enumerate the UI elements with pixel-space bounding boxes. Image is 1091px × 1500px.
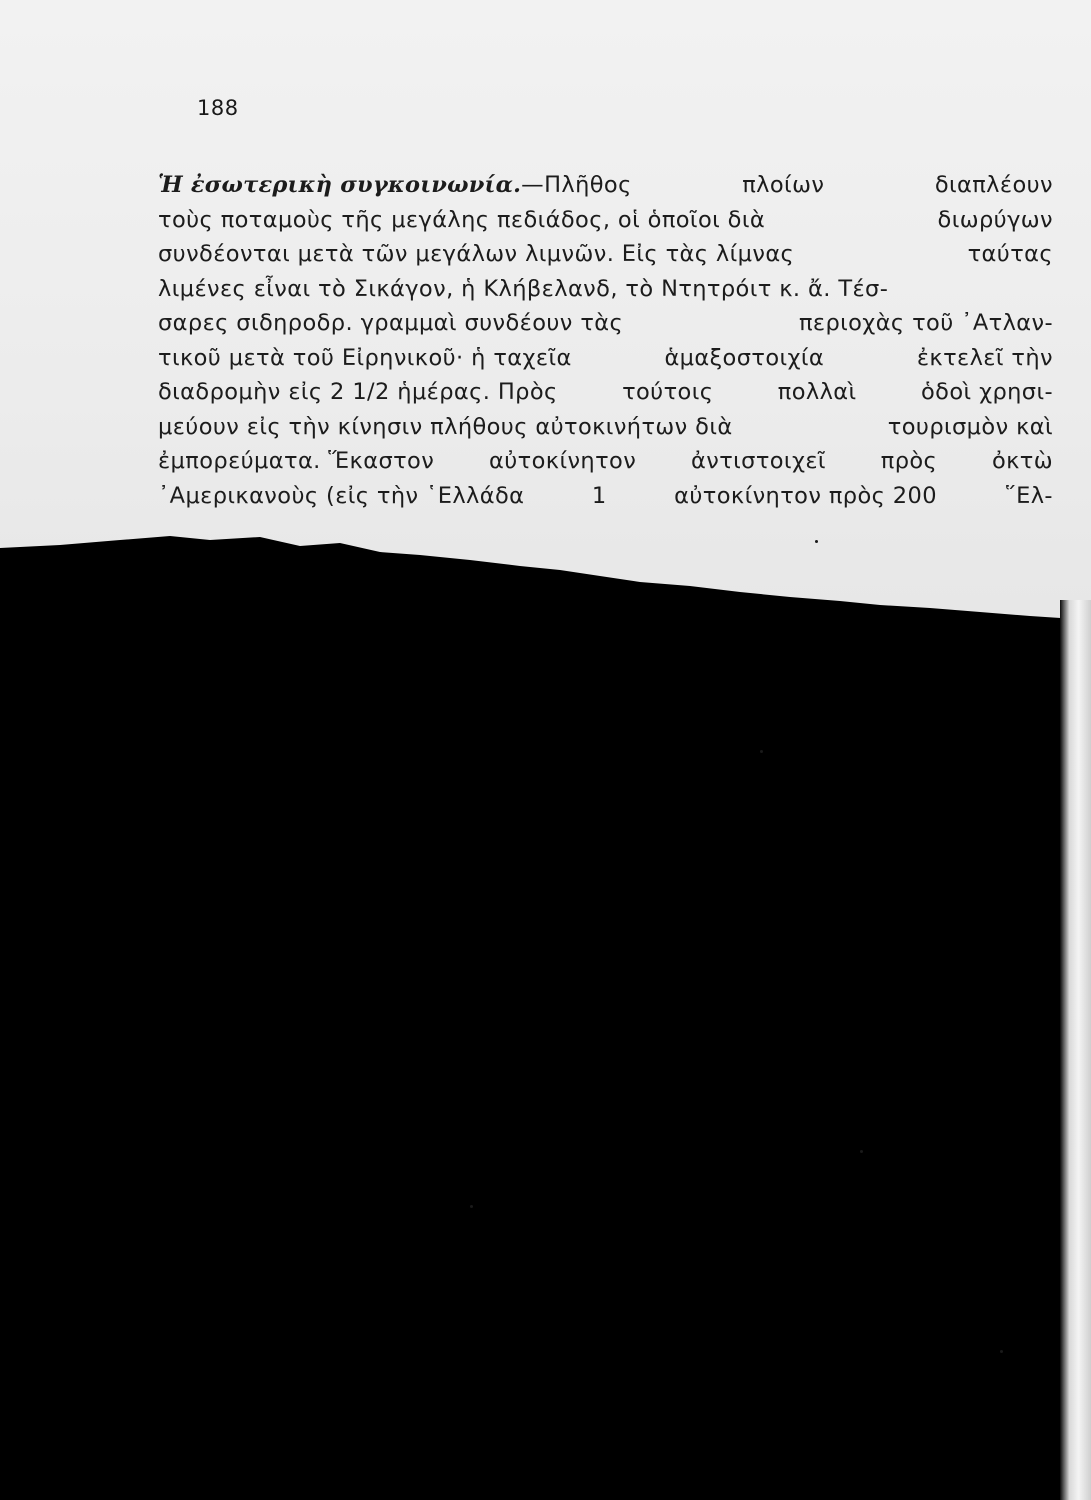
text-fragment: τικοῦ μετὰ τοῦ Εἰρηνικοῦ· ἡ ταχεῖα <box>158 344 572 371</box>
text-line-6 <box>158 341 1053 376</box>
text-fragment: περιοχὰς τοῦ ᾿Ατλαν- <box>798 310 1053 336</box>
text-fragment: τοὺς ποταμοὺς τῆς μεγάλης πεδιάδος, οἱ ὁποῖοι διὰ <box>158 206 766 233</box>
text-line-2 <box>158 203 1053 238</box>
text-fragment: —Πλῆθος <box>521 172 632 198</box>
text-fragment: ὀκτὼ <box>991 448 1053 474</box>
text-fragment: αὐτοκίνητον <box>489 448 637 474</box>
text-line-3 <box>158 237 1053 272</box>
book-spine <box>1060 600 1091 1500</box>
text-fragment: διαπλέουν <box>934 172 1053 198</box>
text-fragment: πλοίων <box>742 172 825 198</box>
text-fragment: τουρισμὸν καὶ <box>887 413 1053 440</box>
text-fragment: διαδρομὴν εἰς 2 1/2 ἡμέρας. Πρὸς <box>158 379 558 405</box>
text-fragment: ὁδοὶ χρησι- <box>921 379 1053 405</box>
text-fragment: μεύουν εἰς τὴν κίνησιν πλήθους αὐτοκινήτων διὰ <box>158 413 733 440</box>
text-fragment: σαρες σιδηροδρ. γραμμαὶ συνδέουν τὰς <box>158 310 624 336</box>
text-fragment: πολλαὶ <box>777 379 857 405</box>
page-number: 188 <box>197 96 239 120</box>
dust-speck <box>760 750 763 753</box>
body-paragraph <box>158 168 1053 513</box>
text-line-5 <box>158 306 1053 341</box>
text-fragment: πρὸς <box>880 448 938 474</box>
dust-speck <box>470 1205 473 1208</box>
dust-speck <box>815 540 818 543</box>
text-line-10 <box>158 479 1053 514</box>
text-line-8 <box>158 410 1053 445</box>
dust-speck <box>860 1150 863 1153</box>
text-fragment: αὐτοκίνητον πρὸς 200 <box>674 482 937 509</box>
dust-speck <box>1000 1350 1003 1353</box>
text-fragment: ἀντιστοιχεῖ <box>691 448 826 474</box>
text-fragment: λιμένες εἶναι τὸ Σικάγον, ἡ Κλήβελανδ, τὸ Ντητρόιτ κ. ἄ. Τέσ- <box>158 275 889 302</box>
text-fragment: συνδέονται μετὰ τῶν μεγάλων λιμνῶν. Εἰς τὰς λίμνας <box>158 241 795 267</box>
text-line-9 <box>158 444 1053 479</box>
text-fragment: ῞Ελ- <box>1004 482 1053 509</box>
text-line-7 <box>158 375 1053 410</box>
text-line-4 <box>158 272 1053 307</box>
text-line-1 <box>158 168 1053 203</box>
text-fragment: ᾿Αμερικανοὺς (εἰς τὴν ῾Ελλάδα <box>158 482 525 509</box>
text-fragment: ἁμαξοστοιχία <box>664 344 825 371</box>
text-fragment: ἐμπορεύματα. Ἕκαστον <box>158 448 435 474</box>
text-fragment: 1 <box>591 482 607 509</box>
text-fragment: ταύτας <box>967 241 1053 267</box>
section-heading: Ἡ ἐσωτερικὴ συγκοινωνία. <box>158 172 522 198</box>
text-fragment: διωρύγων <box>937 206 1053 233</box>
text-fragment: τούτοις <box>622 379 714 405</box>
text-fragment: ἐκτελεῖ τὴν <box>916 344 1053 371</box>
